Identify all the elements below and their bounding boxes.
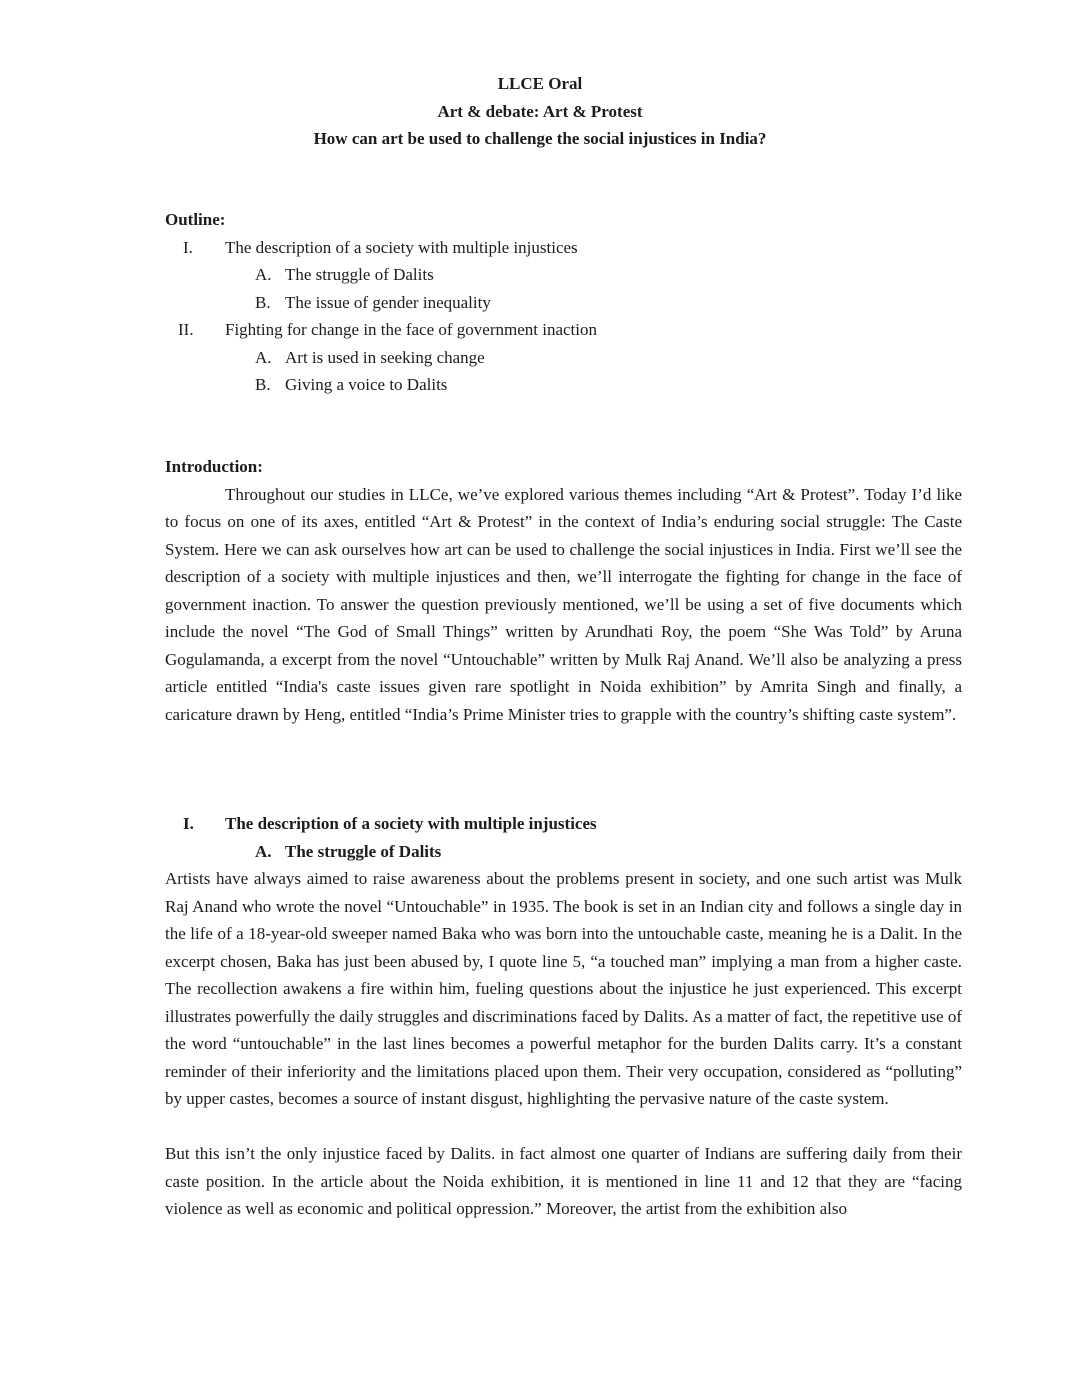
outline-letter: B.: [255, 292, 271, 312]
introduction-heading: Introduction:: [165, 457, 263, 476]
section-numeral: I.: [183, 814, 194, 833]
outline-letter: B.: [255, 375, 271, 394]
introduction-section: [165, 453, 962, 728]
subsection-heading: [165, 838, 962, 866]
outline-item: [165, 234, 962, 262]
section-one: [165, 810, 962, 1223]
body-paragraph: But this isn’t the only injustice faced by Dalits. in fact almost one quarter of Indians are suffering daily from their caste position. In the article about the Noida exhibition, it is mentioned in line 11 and 12 that they are “facing violence as well as economic and political oppression.” Moreover, the artist from the exhibition also: [165, 1144, 962, 1218]
outline-subitem: [165, 261, 962, 289]
outline-letter: A.: [255, 265, 272, 284]
outline-section: [165, 206, 962, 399]
outline-subitem: [165, 344, 962, 372]
section-title: The description of a society with multiple injustices: [225, 814, 597, 833]
course-title: LLCE Oral: [497, 74, 583, 93]
introduction-paragraph: Throughout our studies in LLCe, we’ve explored various themes including “Art & Protest”. Today I’d like to focus on one of its axes, entitled “Art & Protest” in the context of India’s enduring social struggle: The Caste System. Here we can ask ourselves how art can be used to challenge the social injustices in India. First we’ll see the description of a society with multiple injustices and then, we’ll interrogate the fighting for change in the face of government inaction. To answer the question previously mentioned, we’ll be using a set of five documents which include the novel “The God of Small Things” written by Arundhati Roy, the poem “She Was Told” by Aruna Gogulamanda, a excerpt from the novel “Untouchable” written by Mulk Raj Anand. We’ll also be analyzing a press article entitled “India's caste issues given rare spotlight in Noida exhibition” by Amrita Singh and finally, a caricature drawn by Heng, entitled “India’s Prime Minister tries to grapple with the country’s shifting caste system”.: [165, 484, 962, 724]
body-paragraph: Artists have always aimed to raise awareness about the problems present in society, and one such artist was Mulk Raj Anand who wrote the novel “Untouchable” in 1935. The book is set in an Indian city and follows a single day in the life of a 18-year-old sweeper named Baka who was born into the untouchable caste, meaning he is a Dalit. In the excerpt chosen, Baka has just been abused by, I quote line 5, “a touched man” implying a man from a higher caste. The recollection awakens a fire within him, fueling questions about the injustice he just experienced. This excerpt illustrates powerfully the daily struggles and discriminations faced by Dalits. As a matter of fact, the repetitive use of the word “untouchable” in the last lines becomes a powerful metaphor for the burden Dalits carry. It’s a constant reminder of their inferiority and the limitations placed upon them. Their very occupation, considered as “polluting” by upper castes, becomes a source of instant disgust, highlighting the pervasive nature of the caste system.: [165, 869, 962, 1108]
outline-item: [165, 316, 962, 344]
problematic-question: How can art be used to challenge the social injustices in India?: [313, 129, 767, 148]
theme-title: Art & debate: Art & Protest: [437, 101, 643, 121]
outline-subitem-text: The issue of gender inequality: [285, 292, 491, 312]
section-heading: [165, 810, 962, 838]
outline-numeral: II.: [178, 320, 194, 339]
outline-subitem-text: Giving a voice to Dalits: [285, 375, 448, 394]
outline-subitem-text: The struggle of Dalits: [285, 265, 434, 284]
outline-subitem: [165, 371, 962, 399]
outline-subitem-text: Art is used in seeking change: [285, 347, 485, 367]
outline-letter: A.: [255, 347, 272, 367]
outline-numeral: I.: [183, 237, 193, 257]
subsection-letter: A.: [255, 841, 272, 861]
outline-subitem: [165, 289, 962, 317]
document-header: [0, 70, 1080, 153]
outline-item-text: The description of a society with multiple injustices: [225, 237, 578, 257]
outline-item-text: Fighting for change in the face of government inaction: [225, 320, 597, 339]
subsection-title: The struggle of Dalits: [285, 841, 442, 861]
outline-heading: Outline:: [165, 210, 226, 229]
